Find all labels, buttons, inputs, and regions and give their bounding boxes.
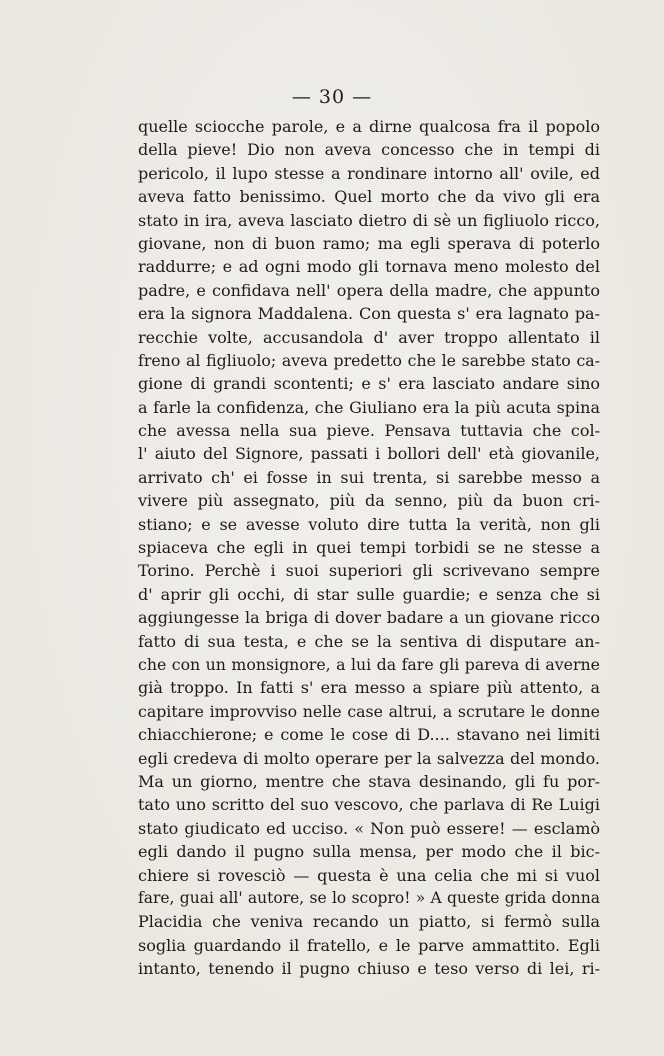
text-line: della pieve! Dio non aveva concesso che in tempi di bbox=[138, 140, 600, 160]
text-line: aveva fatto benissimo. Quel morto che da vivo gli era bbox=[138, 187, 600, 207]
text-line: arrivato ch' ei fosse in sui trenta, si sarebbe messo a bbox=[138, 467, 600, 487]
text-line: tato uno scritto del suo vescovo, che parlava di Re Luigi bbox=[138, 795, 600, 815]
text-line: stato giudicato ed ucciso. « Non può essere! — esclamò bbox=[138, 818, 600, 838]
text-line: quelle sciocche parole, e a dirne qualcosa fra il popolo bbox=[138, 117, 600, 136]
text-line: fatto di sua testa, e che se la sentiva di disputare an- bbox=[138, 631, 600, 651]
text-line: che con un monsignore, a lui da fare gli pareva di averne bbox=[138, 654, 600, 674]
text-line: gione di grandi scontenti; e s' era lasciato andare sino bbox=[138, 374, 600, 394]
text-line: intanto, tenendo il pugno chiuso e teso verso di lei, ri- bbox=[138, 959, 600, 979]
text-line: raddurre; e ad ogni modo gli tornava meno molesto del bbox=[138, 257, 600, 277]
text-line: aggiungesse la briga di dover badare a un giovane ricco bbox=[138, 608, 600, 628]
text-line: chiere si rovesciò — questa è una celia che mi si vuol bbox=[138, 865, 600, 885]
text-line: padre, e confidava nell' opera della madre, che appunto bbox=[138, 280, 600, 300]
text-line: l' aiuto del Signore, passati i bollori dell' età giovanile, bbox=[138, 444, 600, 464]
text-line: a farle la confidenza, che Giuliano era la più acuta spina bbox=[138, 397, 600, 417]
text-line: Torino. Perchè i suoi superiori gli scrivevano sempre bbox=[138, 561, 600, 581]
text-line: stato in ira, aveva lasciato dietro di sè un figliuolo ricco, bbox=[138, 210, 600, 230]
text-line: capitare improvviso nelle case altrui, a scrutare le donne bbox=[138, 701, 600, 721]
text-line: spiaceva che egli in quei tempi torbidi se ne stesse a bbox=[138, 538, 600, 558]
text-line: recchie volte, accusandola d' aver troppo allentato il bbox=[138, 327, 600, 347]
text-line: che avessa nella sua pieve. Pensava tuttavia che col- bbox=[138, 421, 600, 441]
text-line: freno al figliuolo; aveva predetto che le sarebbe stato ca- bbox=[138, 350, 600, 370]
text-line: stiano; e se avesse voluto dire tutta la verità, non gli bbox=[138, 514, 600, 534]
text-line: egli credeva di molto operare per la salvezza del mondo. bbox=[138, 748, 600, 768]
page-number: — 30 — bbox=[291, 86, 373, 108]
text-line: giovane, non di buon ramo; ma egli sperava di poterlo bbox=[138, 233, 600, 253]
text-line: Ma un giorno, mentre che stava desinando, gli fu por- bbox=[138, 771, 600, 791]
text-line: chiacchierone; e come le cose di D.... stavano nei limiti bbox=[138, 725, 600, 745]
text-line: vivere più assegnato, più da senno, più da buon cri- bbox=[138, 491, 600, 511]
text-line: Placidia che veniva recando un piatto, si fermò sulla bbox=[138, 912, 600, 932]
text-line: già troppo. In fatti s' era messo a spiare più attento, a bbox=[138, 678, 600, 698]
text-line: pericolo, il lupo stesse a rondinare intorno all' ovile, ed bbox=[138, 163, 600, 183]
text-line: fare, guai all' autore, se lo scopro! » A queste grida donna bbox=[138, 888, 600, 907]
text-line: egli dando il pugno sulla mensa, per modo che il bic- bbox=[138, 842, 600, 862]
text-line: soglia guardando il fratello, e le parve ammattito. Egli bbox=[138, 935, 600, 955]
body-text bbox=[138, 115, 600, 980]
text-line: d' aprir gli occhi, di star sulle guardie; e senza che si bbox=[138, 584, 600, 604]
text-line: era la signora Maddalena. Con questa s' era lagnato pa- bbox=[138, 304, 600, 324]
